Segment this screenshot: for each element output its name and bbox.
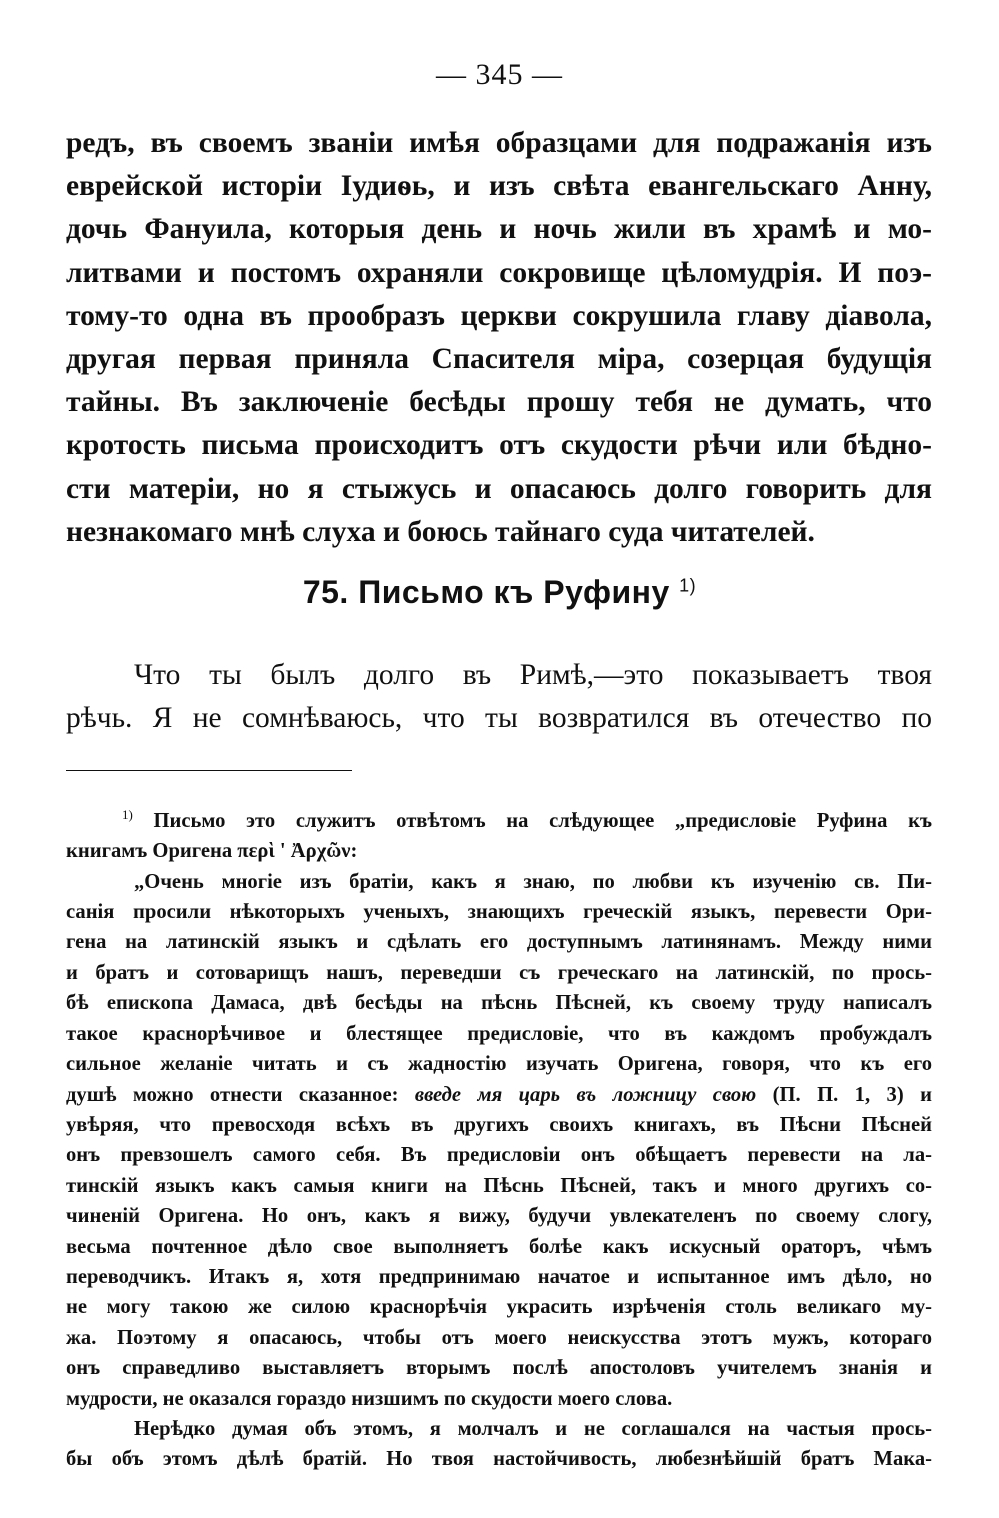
footnote-line: гена на латинскій языкъ и сдѣлать его доступнымъ латинянамъ. Между ними <box>66 931 932 954</box>
footnote-line: Нерѣдко думая объ этомъ, я молчалъ и не соглашался на частыя прось- <box>134 1417 932 1440</box>
footnote-line: и братъ и сотоварищъ нашъ, переведши съ греческаго на латинскій, по прось- <box>66 961 932 984</box>
main-text-line: дочь Фануила, которыя день и ночь жили въ храмѣ и мо- <box>66 213 932 246</box>
footnote-line: „Очень многіе изъ братіи, какъ я знаю, по любви къ изученію св. Пи- <box>134 870 932 893</box>
footnote-line: книгамъ Оригена περὶ ' Ἀρχῶν: <box>66 840 358 863</box>
footnote-divider <box>66 770 352 771</box>
letter-heading-title: 75. Письмо къ Руфину <box>302 574 670 610</box>
footnote-line: тинскій языкъ какъ самыя книги на Пѣснь Пѣсней, такъ и много другихъ со- <box>66 1174 932 1197</box>
page-number: — 345 — <box>436 58 563 91</box>
footnote-line: мудрости, не оказался гораздо низшимъ по скудости моего слова. <box>66 1387 673 1410</box>
footnote-line: бы объ этомъ дѣлѣ братій. Но твоя настойчивость, любезнѣйшій братъ Мака- <box>66 1448 932 1471</box>
footnote-line: не могу такою же силою краснорѣчія украсить изрѣченія столь великаго му- <box>66 1296 932 1319</box>
footnote-text: (П. П. 1, 3) и <box>772 1083 932 1106</box>
main-text-line: тому-то одна въ прообразъ церкви сокрушила главу діавола, <box>66 299 932 332</box>
main-text-line: тайны. Въ заключеніе бесѣды прошу тебя не думать, что <box>66 386 932 419</box>
letter-text-line: Что ты былъ долго въ Римѣ,—это показываетъ твоя <box>134 659 932 691</box>
main-text-line: незнакомаго мнѣ слуха и боюсь тайнаго суда читателей. <box>66 515 815 548</box>
main-text-line: еврейской исторіи Іудиѳь, и изъ свѣта евангельскаго Анну, <box>66 170 932 203</box>
footnote-line: онъ справедливо выставляетъ вторымъ послѣ апостоловъ учителемъ знанія и <box>66 1357 932 1380</box>
footnote-line: чиненій Оригена. Но онъ, какъ я вижу, будучи увлекателенъ по своему слогу, <box>66 1205 932 1228</box>
footnote-line: жа. Поэтому я опасаюсь, чтобы отъ моего неискусства этотъ мужъ, котораго <box>66 1326 932 1349</box>
main-text-block <box>66 122 932 554</box>
footnote-line: переводчикъ. Итакъ я, хотя предпринимаю начатое и испытанное имъ дѣло, но <box>66 1265 932 1288</box>
footnote-line: сильное желаніе читать и съ жадностію изучать Оригена, говоря, что къ его <box>66 1053 932 1076</box>
footnote-intro-text: Письмо это служитъ отвѣтомъ на слѣдующее „предисловіе Руфина къ <box>153 809 932 832</box>
main-text-line: другая первая приняла Спасителя міра, созерцая будущія <box>66 343 932 376</box>
main-text-line: кротость письма происходитъ отъ скудости рѣчи или бѣдно- <box>66 429 932 462</box>
footnote-line <box>66 800 932 836</box>
main-text-line: сти матеріи, но я стыжусь и опасаюсь долго говорить для <box>66 472 932 505</box>
footnote-line: весьма почтенное дѣло свое выполняетъ болѣе какъ искусный ораторъ, чѣмъ <box>66 1235 932 1258</box>
letter-text-block <box>66 654 932 740</box>
main-text-line: редъ, въ своемъ званіи имѣя образцами для подражанія изъ <box>66 127 932 159</box>
letter-text-line: рѣчь. Я не сомнѣваюсь, что ты возвратился въ отечество по <box>66 702 932 734</box>
footnote-line: такое краснорѣчивое и блестящее предисловіе, что въ каждомъ пробуждалъ <box>66 1022 932 1045</box>
footnote-block <box>66 800 932 1475</box>
footnote-line <box>66 1080 932 1110</box>
footnote-reference: 1) <box>679 575 697 596</box>
footnote-line: санія просили нѣкоторыхъ ученыхъ, знающихъ греческій языкъ, перевести Ори- <box>66 901 932 924</box>
main-text-line: литвами и постомъ охраняли сокровище цѣломудрія. И поэ- <box>66 256 932 289</box>
footnote-line: бѣ епископа Дамаса, двѣ бесѣды на пѣснь Пѣсней, къ своему труду написалъ <box>66 992 932 1015</box>
scripture-quote: введе мя царь въ ложницу свою <box>414 1083 757 1106</box>
footnote-text: душѣ можно отнести сказанное: <box>66 1083 399 1106</box>
footnote-mark: 1) <box>122 807 133 822</box>
footnote-line: онъ превзошелъ самого себя. Въ предисловіи онъ обѣщаетъ перевести на ла- <box>66 1144 932 1167</box>
letter-heading <box>0 574 999 611</box>
footnote-line: увѣряя, что превосходя всѣхъ въ другихъ своихъ книгахъ, въ Пѣсни Пѣсней <box>66 1113 932 1136</box>
